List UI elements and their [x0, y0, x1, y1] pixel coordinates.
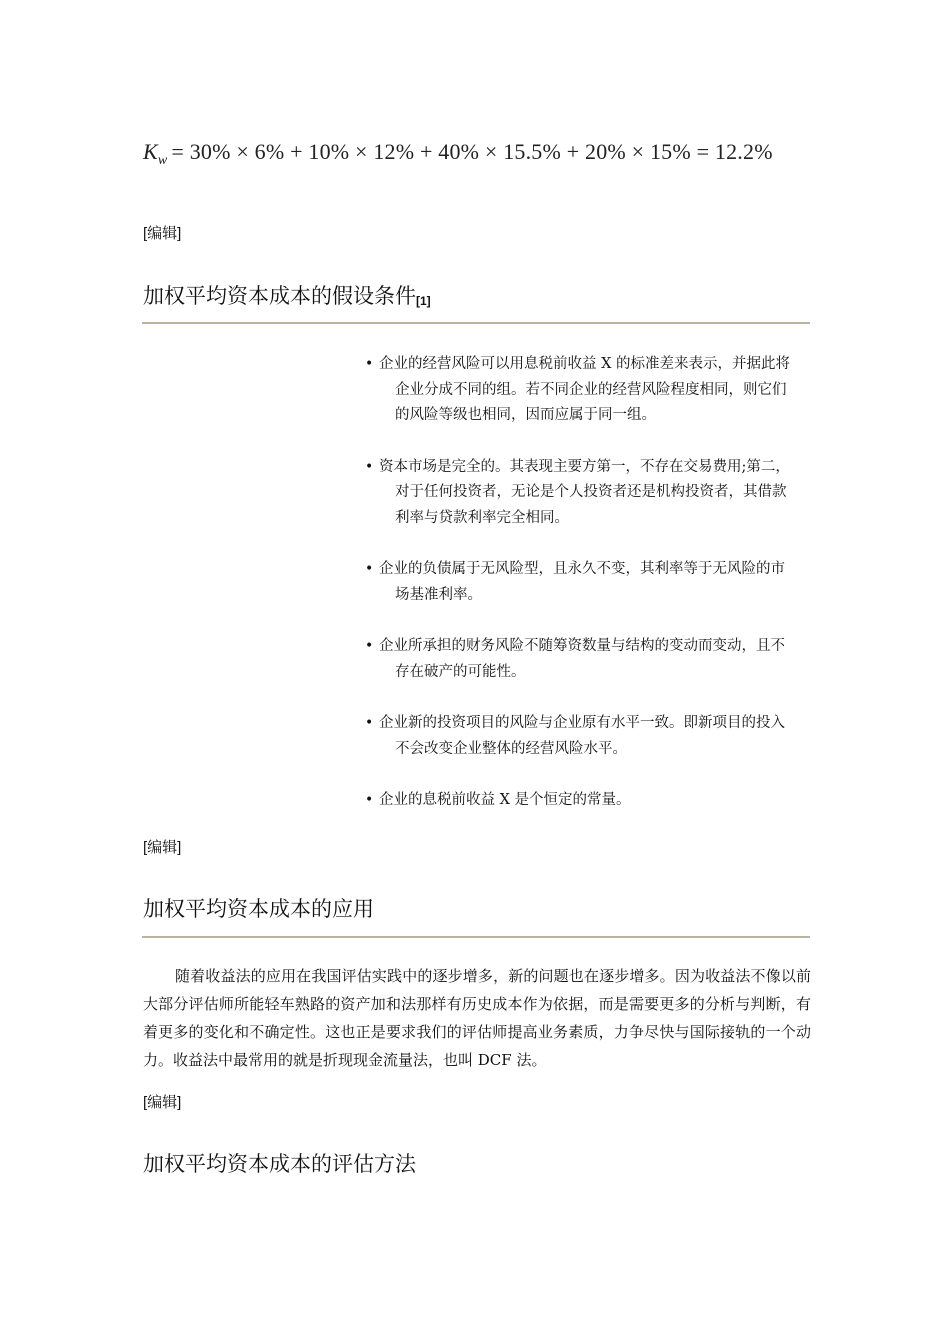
list-item [365, 352, 795, 429]
assumptions-list [365, 352, 795, 814]
bullet-icon: • [365, 792, 374, 808]
list-item-text: 资本市场是完全的。其表现主要方第一，不存在交易费用;第二，对于任何投资者，无论是个人投资者还是机构投资者，其借款利率与贷款利率完全相同。 [379, 458, 790, 526]
formula-rhs: = 30% × 6% + 10% × 12% + 40% × 15.5% + 20% × 15% = 12.2% [171, 139, 773, 164]
section-title-evaluation-method: 加权平均资本成本的评估方法 [143, 1152, 416, 1176]
reference-link[interactable]: [1] [416, 294, 431, 308]
formula-subscript: w [157, 153, 168, 168]
list-item-text: 企业新的投资项目的风险与企业原有水平一致。即新项目的投入不会改变企业整体的经营风险水平。 [379, 715, 785, 757]
edit-link[interactable]: [编辑] [143, 225, 182, 242]
bullet-icon: • [365, 458, 374, 475]
list-item [365, 711, 795, 762]
list-item-text: 企业的负债属于无风险型，且永久不变，其利率等于无风险的市场基准利率。 [379, 561, 785, 603]
bullet-icon: • [365, 638, 374, 654]
bullet-icon: • [365, 356, 374, 372]
section-title-text: 加权平均资本成本的假设条件 [143, 284, 416, 308]
formula-k: K [143, 139, 158, 164]
list-item-text: 企业的经营风险可以用息税前收益 X 的标准差来表示，并据此将企业分成不同的组。若不同企业的经营风险程度相同，则它们的风险等级也相同，因而应属于同一组。 [379, 356, 791, 423]
list-item-text: 企业所承担的财务风险不随筹资数量与结构的变动而变动，且不存在破产的可能性。 [379, 638, 785, 680]
application-paragraph: 随着收益法的应用在我国评估实践中的逐步增多，新的问题也在逐步增多。因为收益法不像以前大部分评估师所能轻车熟路的资产加和法那样有历史成本作为依据，而是需要更多的分析与判断，有着更多的变化和不确定性。这也正是要求我们的评估师提高业务素质，力争尽快与国际接轨的一个动力。收益法中最常用的就是折现现金流量法，也叫 DCF 法。 [143, 967, 811, 1069]
list-item [365, 634, 795, 685]
edit-link[interactable]: [编辑] [143, 1094, 182, 1111]
section-divider [142, 322, 810, 324]
bullet-icon: • [365, 715, 374, 731]
list-item [365, 557, 795, 608]
section-title-assumptions [143, 280, 431, 310]
edit-link[interactable]: [编辑] [143, 839, 182, 856]
list-item-text: 企业的息税前收益 X 是个恒定的常量。 [379, 792, 631, 808]
list-item [365, 455, 795, 532]
section-divider [142, 936, 810, 938]
wacc-formula [143, 139, 773, 168]
bullet-icon: • [365, 561, 374, 577]
list-item [365, 788, 795, 814]
section-title-application: 加权平均资本成本的应用 [143, 897, 374, 921]
